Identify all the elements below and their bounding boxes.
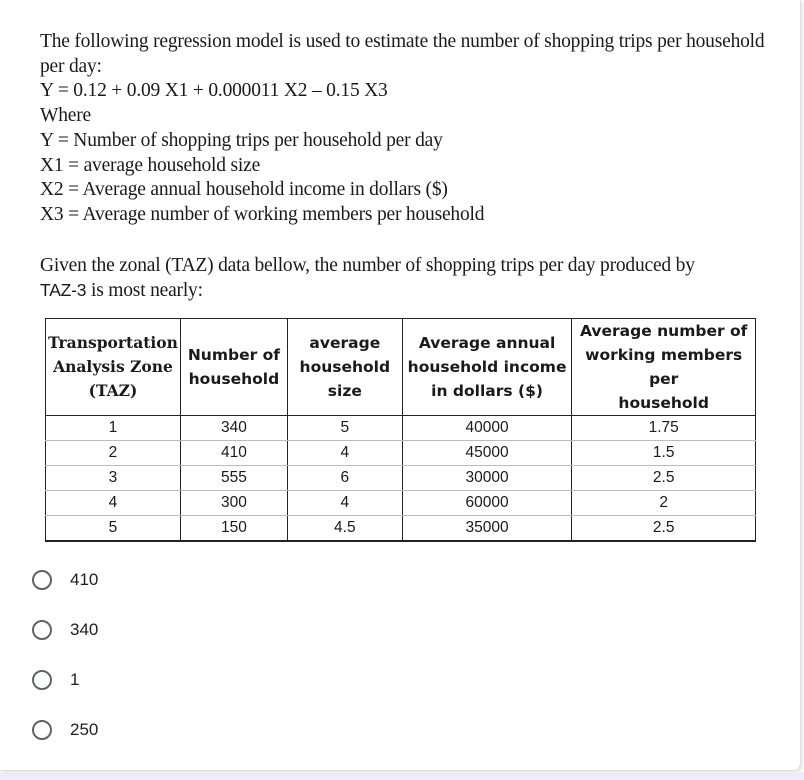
radio-button[interactable] (32, 620, 52, 640)
option-1[interactable] (30, 655, 98, 705)
table-row (46, 491, 756, 516)
cell-taz: 5 (46, 516, 181, 542)
cell-household-size: 4 (287, 491, 402, 516)
cell-household-size: 6 (287, 466, 402, 491)
cell-income: 45000 (402, 441, 572, 466)
definition-x1: X1 = average household size (40, 154, 261, 176)
header-taz: Transportation Analysis Zone (TAZ) (46, 319, 181, 416)
cell-working-members: 1.5 (572, 441, 756, 466)
cell-households: 340 (180, 416, 287, 441)
cell-taz: 1 (46, 416, 181, 441)
cell-working-members: 2.5 (572, 516, 756, 542)
header-working-members: Average number of working members per household (572, 319, 756, 416)
cell-income: 60000 (402, 491, 572, 516)
cell-households: 410 (180, 441, 287, 466)
option-250[interactable] (30, 705, 98, 755)
prompt-tail: is most nearly: (86, 280, 203, 302)
cell-income: 35000 (402, 516, 572, 542)
cell-taz: 4 (46, 491, 181, 516)
cell-taz: 3 (46, 466, 181, 491)
page-background-strip (0, 772, 804, 780)
cell-working-members: 2 (572, 491, 756, 516)
header-households: Number of household (180, 319, 287, 416)
cell-working-members: 1.75 (572, 416, 756, 441)
cell-household-size: 4 (287, 441, 402, 466)
question-intro: The following regression model is used to estimate the number of shopping trips per household per day: (40, 31, 765, 77)
option-label: 340 (70, 620, 99, 639)
radio-button[interactable] (32, 720, 52, 740)
cell-income: 30000 (402, 466, 572, 491)
table-row (46, 416, 756, 441)
cell-households: 555 (180, 466, 287, 491)
cell-household-size: 4.5 (287, 516, 402, 542)
cell-taz: 2 (46, 441, 181, 466)
header-household-size: average household size (287, 319, 402, 416)
question-prompt (40, 254, 780, 304)
question-text (40, 30, 780, 304)
definition-x3: X3 = Average number of working members per household (40, 203, 485, 225)
option-410[interactable] (30, 555, 98, 605)
definition-y: Y = Number of shopping trips per household per day (40, 129, 443, 151)
option-label: 1 (70, 670, 80, 689)
table-row (46, 516, 756, 542)
prompt-line1: Given the zonal (TAZ) data bellow, the number of shopping trips per day produced by (40, 254, 695, 276)
table-row (46, 466, 756, 491)
option-label: 250 (70, 720, 99, 739)
taz-data-table (45, 318, 756, 542)
table-row (46, 441, 756, 466)
definition-x2: X2 = Average annual household income in dollars ($) (40, 179, 448, 201)
prompt-taz-label: TAZ-3 (40, 280, 87, 301)
regression-equation: Y = 0.12 + 0.09 X1 + 0.000011 X2 – 0.15 X3 (40, 80, 388, 102)
cell-working-members: 2.5 (572, 466, 756, 491)
cell-income: 40000 (402, 416, 572, 441)
header-income: Average annual household income in dollars ($) (402, 319, 572, 416)
option-340[interactable] (30, 605, 98, 655)
radio-button[interactable] (32, 670, 52, 690)
cell-households: 150 (180, 516, 287, 542)
radio-button[interactable] (32, 570, 52, 590)
table-header-row (46, 319, 756, 416)
where-label: Where (40, 105, 91, 127)
answer-options (30, 555, 98, 755)
cell-households: 300 (180, 491, 287, 516)
option-label: 410 (70, 570, 99, 589)
cell-household-size: 5 (287, 416, 402, 441)
